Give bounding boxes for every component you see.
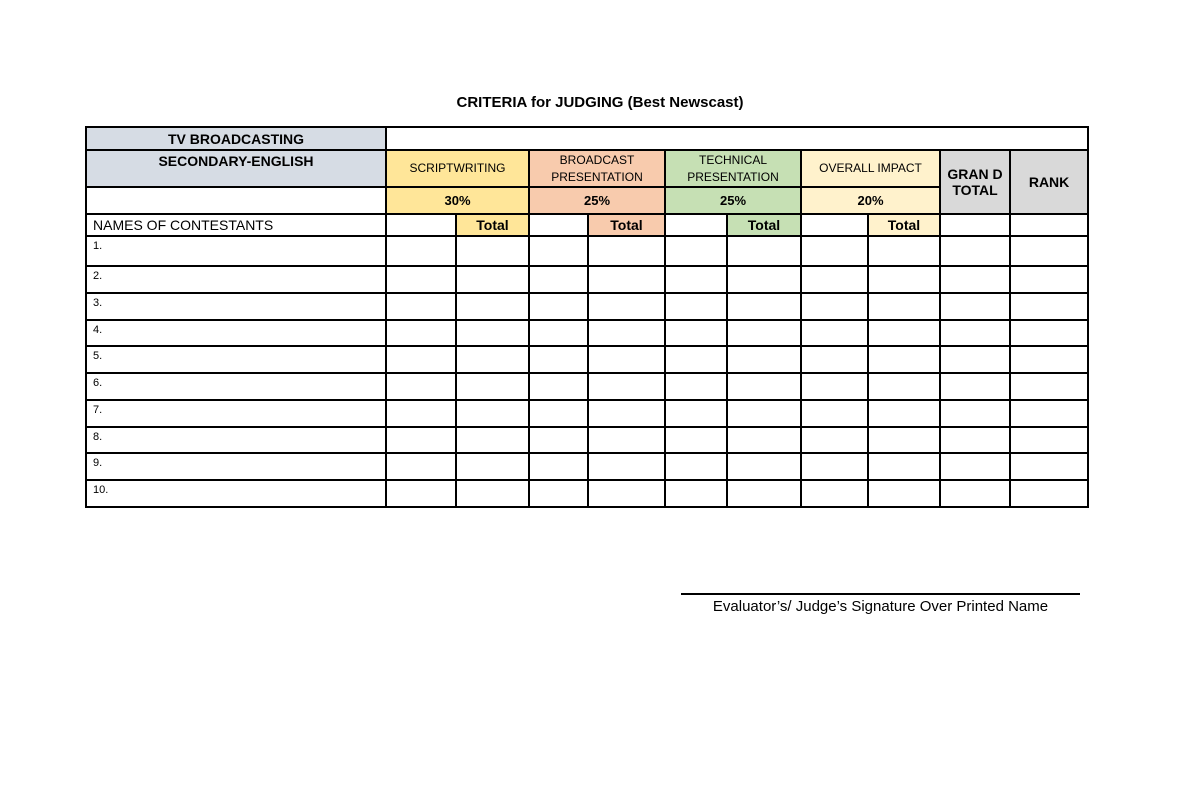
score-cell[interactable] — [801, 480, 868, 507]
score-cell[interactable] — [940, 480, 1010, 507]
contestant-rows — [86, 236, 1088, 507]
table-row — [86, 346, 1088, 373]
score-cell[interactable] — [727, 373, 801, 400]
score-cell[interactable] — [868, 320, 940, 346]
score-cell[interactable] — [456, 236, 529, 266]
score-cell[interactable] — [529, 214, 588, 236]
score-cell[interactable] — [386, 400, 456, 427]
score-cell[interactable] — [386, 346, 456, 373]
score-cell[interactable] — [868, 373, 940, 400]
score-cell[interactable] — [386, 320, 456, 346]
score-cell[interactable] — [386, 480, 456, 507]
criterion-overall-impact: OVERALL IMPACT — [801, 150, 940, 187]
score-cell[interactable] — [940, 320, 1010, 346]
score-cell[interactable] — [386, 236, 456, 266]
grand-total-header: GRAN D TOTAL — [940, 150, 1010, 214]
criterion-technical-presentation: TECHNICAL PRESENTATION — [665, 150, 801, 187]
score-cell[interactable] — [801, 453, 868, 480]
score-cell[interactable] — [801, 346, 868, 373]
score-cell[interactable] — [940, 346, 1010, 373]
table-row — [86, 480, 1088, 507]
criterion-scriptwriting: SCRIPTWRITING — [386, 150, 529, 187]
score-cell[interactable] — [1010, 373, 1088, 400]
score-cell[interactable] — [940, 427, 1010, 453]
judging-table — [85, 126, 1089, 508]
score-cell[interactable] — [529, 346, 588, 373]
score-cell[interactable] — [456, 346, 529, 373]
score-cell[interactable] — [801, 320, 868, 346]
score-cell[interactable] — [727, 427, 801, 453]
score-cell[interactable] — [386, 293, 456, 320]
total-header-scriptwriting: Total — [456, 214, 529, 236]
page-title: CRITERIA for JUDGING (Best Newscast) — [456, 94, 744, 111]
contestant-name-cell[interactable]: 2. — [86, 266, 386, 293]
score-cell[interactable] — [529, 453, 588, 480]
score-cell[interactable] — [727, 320, 801, 346]
score-cell[interactable] — [386, 214, 456, 236]
score-cell[interactable] — [940, 266, 1010, 293]
names-header: NAMES OF CONTESTANTS — [86, 214, 386, 236]
score-cell[interactable] — [1010, 320, 1088, 346]
contestant-name-cell[interactable]: 6. — [86, 373, 386, 400]
score-cell[interactable] — [1010, 427, 1088, 453]
score-cell[interactable] — [1010, 214, 1088, 236]
score-cell[interactable] — [801, 266, 868, 293]
score-cell[interactable] — [665, 320, 727, 346]
score-cell[interactable] — [665, 214, 727, 236]
percent-overall: 20% — [801, 187, 940, 214]
category-cell: TV BROADCASTING — [86, 127, 386, 150]
score-cell[interactable] — [529, 480, 588, 507]
contestant-name-cell[interactable]: 1. — [86, 236, 386, 266]
score-cell[interactable] — [588, 346, 665, 373]
score-cell[interactable] — [940, 373, 1010, 400]
category-blank-cell[interactable] — [386, 127, 1088, 150]
score-cell[interactable] — [665, 346, 727, 373]
score-cell[interactable] — [940, 453, 1010, 480]
score-cell[interactable] — [727, 480, 801, 507]
score-cell[interactable] — [940, 293, 1010, 320]
score-cell[interactable] — [727, 266, 801, 293]
score-cell[interactable] — [665, 236, 727, 266]
score-cell[interactable] — [868, 400, 940, 427]
score-cell[interactable] — [588, 320, 665, 346]
table-row — [86, 320, 1088, 346]
score-cell[interactable] — [588, 480, 665, 507]
score-cell[interactable] — [588, 400, 665, 427]
score-cell[interactable] — [529, 320, 588, 346]
contestant-name-cell[interactable]: 3. — [86, 293, 386, 320]
score-cell[interactable] — [456, 480, 529, 507]
score-cell[interactable] — [456, 266, 529, 293]
score-cell[interactable] — [386, 266, 456, 293]
contestant-name-cell[interactable]: 5. — [86, 346, 386, 373]
score-cell[interactable] — [801, 373, 868, 400]
table-row — [86, 293, 1088, 320]
table-row — [86, 453, 1088, 480]
score-cell[interactable] — [665, 453, 727, 480]
score-cell[interactable] — [386, 453, 456, 480]
score-cell[interactable] — [801, 236, 868, 266]
score-cell[interactable] — [529, 427, 588, 453]
score-cell[interactable] — [868, 236, 940, 266]
score-cell[interactable] — [529, 236, 588, 266]
score-cell[interactable] — [529, 293, 588, 320]
score-cell[interactable] — [868, 480, 940, 507]
score-cell[interactable] — [529, 373, 588, 400]
score-cell[interactable] — [727, 293, 801, 320]
score-cell[interactable] — [727, 236, 801, 266]
contestant-name-cell[interactable]: 9. — [86, 453, 386, 480]
score-cell[interactable] — [727, 400, 801, 427]
score-cell[interactable] — [940, 400, 1010, 427]
score-cell[interactable] — [1010, 400, 1088, 427]
score-cell[interactable] — [665, 427, 727, 453]
score-cell[interactable] — [588, 236, 665, 266]
table-row — [86, 236, 1088, 266]
score-cell[interactable] — [386, 373, 456, 400]
score-cell[interactable] — [801, 214, 868, 236]
score-cell[interactable] — [588, 373, 665, 400]
score-cell[interactable] — [868, 346, 940, 373]
score-cell[interactable] — [1010, 480, 1088, 507]
total-header-technical: Total — [727, 214, 801, 236]
score-cell[interactable] — [1010, 346, 1088, 373]
score-cell[interactable] — [588, 293, 665, 320]
signature-label: Evaluator’s/ Judge’s Signature Over Printed Name — [712, 598, 1049, 615]
score-cell[interactable] — [868, 453, 940, 480]
score-cell[interactable] — [529, 400, 588, 427]
table-row — [86, 400, 1088, 427]
score-cell[interactable] — [868, 266, 940, 293]
score-cell[interactable] — [588, 427, 665, 453]
score-cell[interactable] — [456, 400, 529, 427]
score-cell[interactable] — [665, 293, 727, 320]
score-cell[interactable] — [386, 427, 456, 453]
percent-blank-cell — [86, 187, 386, 214]
score-cell[interactable] — [588, 453, 665, 480]
score-cell[interactable] — [801, 427, 868, 453]
score-cell[interactable] — [456, 293, 529, 320]
criterion-broadcast-presentation: BROADCAST PRESENTATION — [529, 150, 665, 187]
score-cell[interactable] — [868, 293, 940, 320]
score-cell[interactable] — [1010, 453, 1088, 480]
contestant-name-cell[interactable]: 10. — [86, 480, 386, 507]
score-cell[interactable] — [588, 266, 665, 293]
total-header-broadcast: Total — [588, 214, 665, 236]
contestant-name-cell[interactable]: 4. — [86, 320, 386, 346]
score-cell[interactable] — [940, 214, 1010, 236]
score-cell[interactable] — [727, 346, 801, 373]
score-cell[interactable] — [1010, 266, 1088, 293]
table-row — [86, 373, 1088, 400]
score-cell[interactable] — [456, 453, 529, 480]
table-row — [86, 427, 1088, 453]
score-cell[interactable] — [1010, 293, 1088, 320]
score-cell[interactable] — [727, 453, 801, 480]
score-cell[interactable] — [801, 293, 868, 320]
score-cell[interactable] — [940, 236, 1010, 266]
percent-broadcast: 25% — [529, 187, 665, 214]
score-cell[interactable] — [665, 266, 727, 293]
score-cell[interactable] — [801, 400, 868, 427]
score-cell[interactable] — [665, 373, 727, 400]
score-cell[interactable] — [868, 427, 940, 453]
level-cell: SECONDARY-ENGLISH — [86, 150, 386, 187]
score-cell[interactable] — [456, 427, 529, 453]
signature-line — [681, 593, 1080, 595]
contestant-name-cell[interactable]: 7. — [86, 400, 386, 427]
score-cell[interactable] — [665, 480, 727, 507]
score-cell[interactable] — [665, 400, 727, 427]
score-cell[interactable] — [456, 320, 529, 346]
total-header-overall: Total — [868, 214, 940, 236]
contestant-name-cell[interactable]: 8. — [86, 427, 386, 453]
table-row — [86, 266, 1088, 293]
rank-header: RANK — [1010, 150, 1088, 214]
percent-technical: 25% — [665, 187, 801, 214]
score-cell[interactable] — [456, 373, 529, 400]
score-cell[interactable] — [529, 266, 588, 293]
percent-scriptwriting: 30% — [386, 187, 529, 214]
score-cell[interactable] — [1010, 236, 1088, 266]
